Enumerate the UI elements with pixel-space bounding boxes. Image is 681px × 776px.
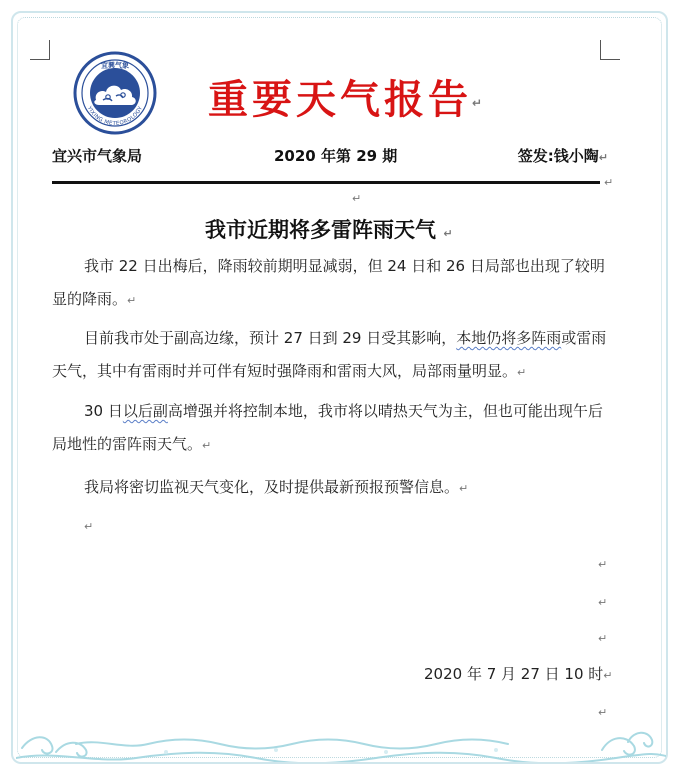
paragraph-mark: ↵ [598,706,608,719]
paragraph-mark: ↵ [598,632,608,645]
issue-date: 2020 年 7 月 27 日 10 时↵ [424,665,613,683]
article-title: 我市近期将多雷阵雨天气 ↵ [205,218,453,242]
header-meta-row [52,143,608,169]
issue-number: 2020 年第 29 期 [274,147,398,165]
header-divider [52,181,600,184]
paragraph-mark: ↵ [598,596,608,609]
agency-name: 宜兴市气象局 [52,147,143,165]
report-title: 重要天气报告↵ [208,76,487,123]
paragraph-mark: ↵ [127,294,137,307]
cloud-logo-icon [73,51,157,135]
paragraph-mark: ↵ [352,192,362,205]
paragraph-4: 我局将密切监视天气变化，及时提供最新预报预警信息。↵ [84,478,469,496]
paragraph-mark: ↵ [443,227,453,240]
paragraph-mark: ↵ [598,151,608,164]
logo-top-text: 宜興气象 [101,61,129,70]
paragraph-mark: ↵ [598,558,608,571]
paragraph-mark: ↵ [603,669,613,682]
paragraph-2: 目前我市处于副高边缘，预计 27 日到 29 日受其影响，本地仍将多阵雨或雷雨天气，其中有雷雨时并可伴有短时强降雨和雷雨大风，局部雨量明显。↵ [52,329,607,380]
wave-border-decoration [16,718,666,762]
signer: 签发:钱小陶↵ [517,147,608,165]
paragraph-mark: ↵ [84,520,94,533]
paragraph-mark: ↵ [517,366,527,379]
crop-mark-top-left [30,40,50,60]
logo-ring-text: YIXING METEOROLOGY [85,105,145,128]
paragraph-1: 我市 22 日出梅后，降雨较前期明显减弱，但 24 日和 26 日局部也出现了较明显的降雨。↵ [52,257,605,308]
paragraph-3: 30 日以后副高增强并将控制本地，我市将以晴热天气为主，但也可能出现午后局地性的雷阵雨天气。↵ [52,402,603,453]
crop-mark-top-right [600,40,620,60]
paragraph-mark: ↵ [202,439,212,452]
paragraph-mark: ↵ [472,96,487,110]
paragraph-mark: ↵ [604,176,614,189]
paragraph-mark: ↵ [459,482,469,495]
